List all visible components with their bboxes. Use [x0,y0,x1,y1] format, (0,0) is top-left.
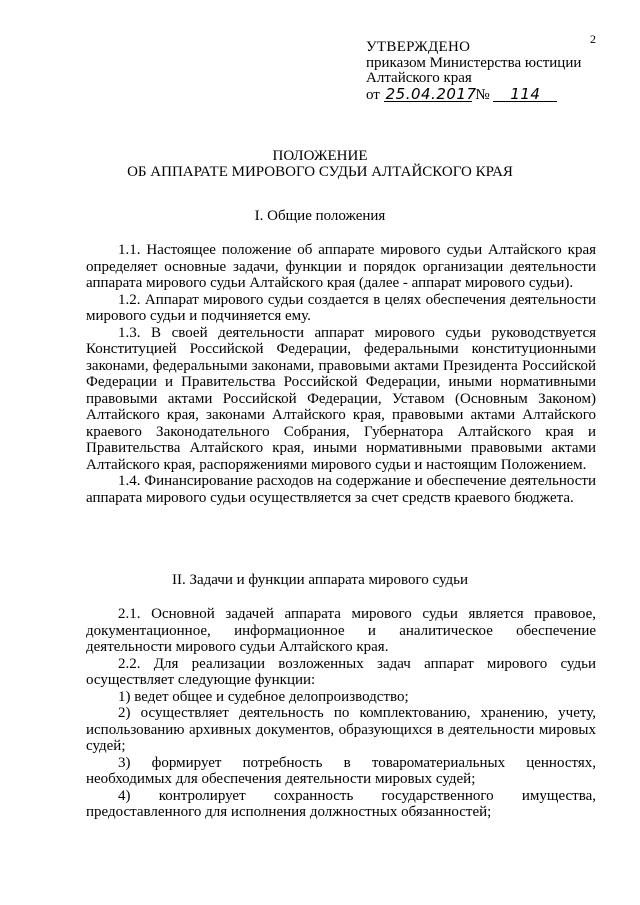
paragraph-1-2: 1.2. Аппарат мирового судьи создается в целях обеспечения деятельности мирового судьи и подчиняется ему. [86,291,596,324]
function-item-2: 2) осуществляет деятельность по комплектованию, хранению, учету, использованию архивных документов, образующихся в деятельности мировых судей; [86,705,596,754]
section-general-body [86,242,596,506]
paragraph-1-4: 1.4. Финансирование расходов на содержание и обеспечение деятельности аппарата мирового судьи осуществляется за счет средств краевого бюджета. [86,473,596,506]
approval-region-line: Алтайского края [366,70,472,86]
number-prefix: № [475,86,490,103]
page-number: 2 [590,32,596,46]
document-title-line2: ОБ АППАРАТЕ МИРОВОГО СУДЬИ АЛТАЙСКОГО КРАЯ [127,164,513,180]
handwritten-date: 25.04.2017 [385,84,477,103]
function-item-3: 3) формирует потребность в товароматериальных ценностях, необходимых для обеспечения деятельности мировых судей; [86,754,596,787]
approval-stamp [366,40,581,103]
document-title [0,148,640,180]
document-title-line1: ПОЛОЖЕНИЕ [272,148,368,164]
approval-date-number-row [366,84,581,103]
section-heading-general: I. Общие положения [254,208,386,224]
paragraph-1-3: 1.3. В своей деятельности аппарат мирового судьи руководствуется Конституцией Российской Федерации, федеральными конституционными законами, федеральными законами, правовыми актами Президента Российской Федерации и Правительства Российской Федерации, иными нормативными правовыми актами Российской Федерации, Уставом (Основным Законом) Алтайского края, законами Алтайского края, правовыми актами Алтайского краевого Законодательного Собрания, Губернатора Алтайского края и Правительства Алтайского края, иными нормативными правовыми актами Алтайского края, распоряжениями мирового судьи и настоящим Положением. [86,324,596,473]
paragraph-2-1: 2.1. Основной задачей аппарата мирового судьи является правовое, документационное, информационное и аналитическое обеспечение деятельности мирового судьи Алтайского края. [86,606,596,655]
date-prefix: от [366,86,380,103]
approval-order-line: приказом Министерства юстиции [366,54,582,71]
paragraph-1-1: 1.1. Настоящее положение об аппарате мирового судьи Алтайского края определяет основные задачи, функции и порядок организации деятельности аппарата мирового судьи Алтайского края (далее - аппарат мирового судьи). [86,242,596,291]
section-heading-tasks: II. Задачи и функции аппарата мирового судьи [171,572,469,588]
handwritten-number: 114 [493,87,557,102]
paragraph-2-2: 2.2. Для реализации возложенных задач аппарат мирового судьи осуществляет следующие функции: [86,655,596,688]
approval-heading: УТВЕРЖДЕНО [366,39,471,55]
section-tasks-body [86,606,596,821]
function-item-4: 4) контролирует сохранность государственного имущества, предоставленного для исполнения должностных обязанностей; [86,787,596,820]
function-item-1: 1) ведет общее и судебное делопроизводство; [118,688,409,705]
